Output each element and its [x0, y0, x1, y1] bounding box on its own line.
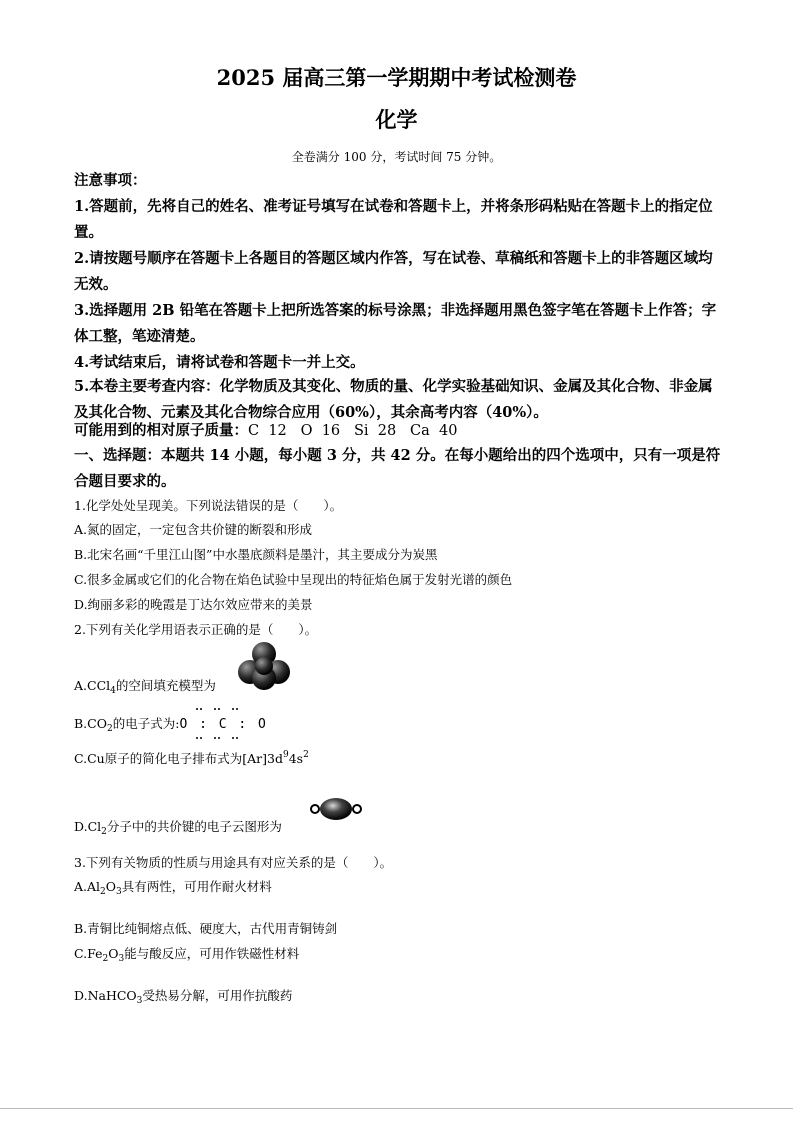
q2-a-sub: 4: [110, 686, 116, 696]
q2-option-d: [74, 817, 724, 837]
q3-d-s1: 3: [136, 996, 143, 1006]
q3-a-prefix: A.: [74, 879, 88, 894]
q3-c-f2: O: [108, 946, 119, 961]
q2-c-formula: Cu: [87, 751, 105, 766]
q3-c-prefix: C.: [74, 946, 88, 961]
q2-b-prefix: B.: [74, 716, 88, 731]
q2-stem: 2.下列有关化学用语表示正确的是（ ）。: [74, 622, 318, 637]
q1-stem: 1.化学处处呈现美。下列说法错误的是（ ）。: [74, 498, 343, 513]
q2-d-formula: Cl: [87, 819, 102, 834]
q3-a-s1: 2: [100, 887, 106, 897]
q1-option-c: C.很多金属或它们的化合物在焰色试验中呈现出的特征焰色属于发射光谱的颜色: [74, 572, 513, 587]
q2-c-sup1: 9: [282, 750, 289, 760]
section-1-title: 一、选择题：本题共 14 小题，每小题 3 分，共 42 分。在每小题给出的四个选项中，只有一项是符合题目要求的。: [74, 447, 721, 490]
atomic-mass-label: 可能用到的相对原子质量：: [74, 422, 248, 439]
q1-option-a: A.氮的固定，一定包含共价键的断裂和形成: [74, 522, 313, 537]
q2-d-prefix: D.: [74, 819, 88, 834]
q2-c-text: 原子的简化电子排布式为: [104, 751, 243, 766]
note-item-4: 4.考试结束后，请将试卷和答题卡一并上交。: [74, 354, 365, 371]
atomic-mass-values: C 12 O 16 Si 28 Ca 40: [248, 423, 458, 439]
q2-option-c: [74, 749, 724, 769]
q2-c-config-4s: 4s: [288, 751, 304, 766]
q3-option-c: [74, 944, 724, 964]
subject-title: 化学: [375, 107, 418, 132]
q3-a-s2: 3: [116, 887, 122, 897]
q3-a-f1: Al: [87, 879, 101, 894]
cl2-electron-cloud-icon: [310, 794, 362, 824]
q3-d-f1: NaHCO: [87, 988, 137, 1003]
q3-c-f1: Fe: [87, 946, 103, 961]
q2-b-electron-formula: O : C : O: [179, 717, 268, 732]
q2-option-b: [74, 714, 724, 735]
ccl4-space-filling-model-icon: [236, 640, 292, 692]
q3-option-b: B.青铜比纯铜熔点低、硬度大，古代用青铜铸剑: [74, 921, 338, 936]
q2-c-prefix: C.: [74, 751, 88, 766]
q3-d-prefix: D.: [74, 988, 88, 1003]
page-bottom-rule: [0, 1108, 793, 1109]
page-title: 2025 届高三第一学期期中考试检测卷: [216, 65, 577, 90]
note-item-2: 2.请按题号顺序在答题卡上各题目的答题区域内作答，写在试卷、草稿纸和答题卡上的非答题区域均无效。: [74, 250, 713, 293]
q2-b-sub: 2: [106, 724, 113, 734]
q2-option-a: [74, 676, 724, 696]
q2-b-text: 的电子式为:: [112, 716, 180, 731]
q3-option-a: [74, 877, 724, 897]
q2-a-text: 的空间填充模型为: [115, 678, 216, 693]
q3-d-text: 受热易分解，可用作抗酸药: [142, 988, 293, 1003]
q1-option-d: D.绚丽多彩的晚霞是丁达尔效应带来的美景: [74, 597, 313, 612]
atomic-masses: [74, 418, 724, 444]
note-item-5: 5.本卷主要考查内容：化学物质及其变化、物质的量、化学实验基础知识、金属及其化合物、非金属及其化合物、元素及其化合物综合应用（60%），其余高考内容（40%）。: [74, 378, 713, 421]
q2-c-config: [Ar]3d: [242, 751, 283, 766]
q3-stem: 3.下列有关物质的性质与用途具有对应关系的是（ ）。: [74, 855, 393, 870]
co2-electron-dots-icon: [190, 706, 260, 742]
q2-d-text: 分子中的共价键的电子云图形为: [106, 819, 282, 834]
note-item-1: 1.答题前，先将自己的姓名、准考证号填写在试卷和答题卡上，并将条形码粘贴在答题卡上的指定位置。: [74, 198, 713, 241]
q2-c-sup2: 2: [303, 750, 309, 760]
q2-b-formula: CO: [87, 716, 107, 731]
note-item-3: 3.选择题用 2B 铅笔在答题卡上把所选答案的标号涂黑；非选择题用黑色签字笔在答题卡上作答；字体工整，笔迹清楚。: [74, 302, 717, 345]
q3-a-f2: O: [105, 879, 117, 894]
q3-option-d: [74, 986, 724, 1006]
q2-a-prefix: A.: [74, 678, 88, 693]
q3-a-text: 具有两性，可用作耐火材料: [121, 879, 272, 894]
notes-heading: 注意事项：: [74, 172, 147, 189]
q3-c-text: 能与酸反应，可用作铁磁性材料: [124, 946, 300, 961]
exam-meta: 全卷满分 100 分，考试时间 75 分钟。: [291, 150, 502, 164]
q2-d-sub: 2: [101, 827, 107, 837]
q3-c-s1: 2: [102, 954, 109, 964]
q2-a-formula: CCl: [87, 678, 111, 693]
q1-option-b: B.北宋名画“千里江山图”中水墨底颜料是墨汁，其主要成分为炭黑: [74, 547, 438, 562]
q3-c-s2: 3: [118, 954, 125, 964]
